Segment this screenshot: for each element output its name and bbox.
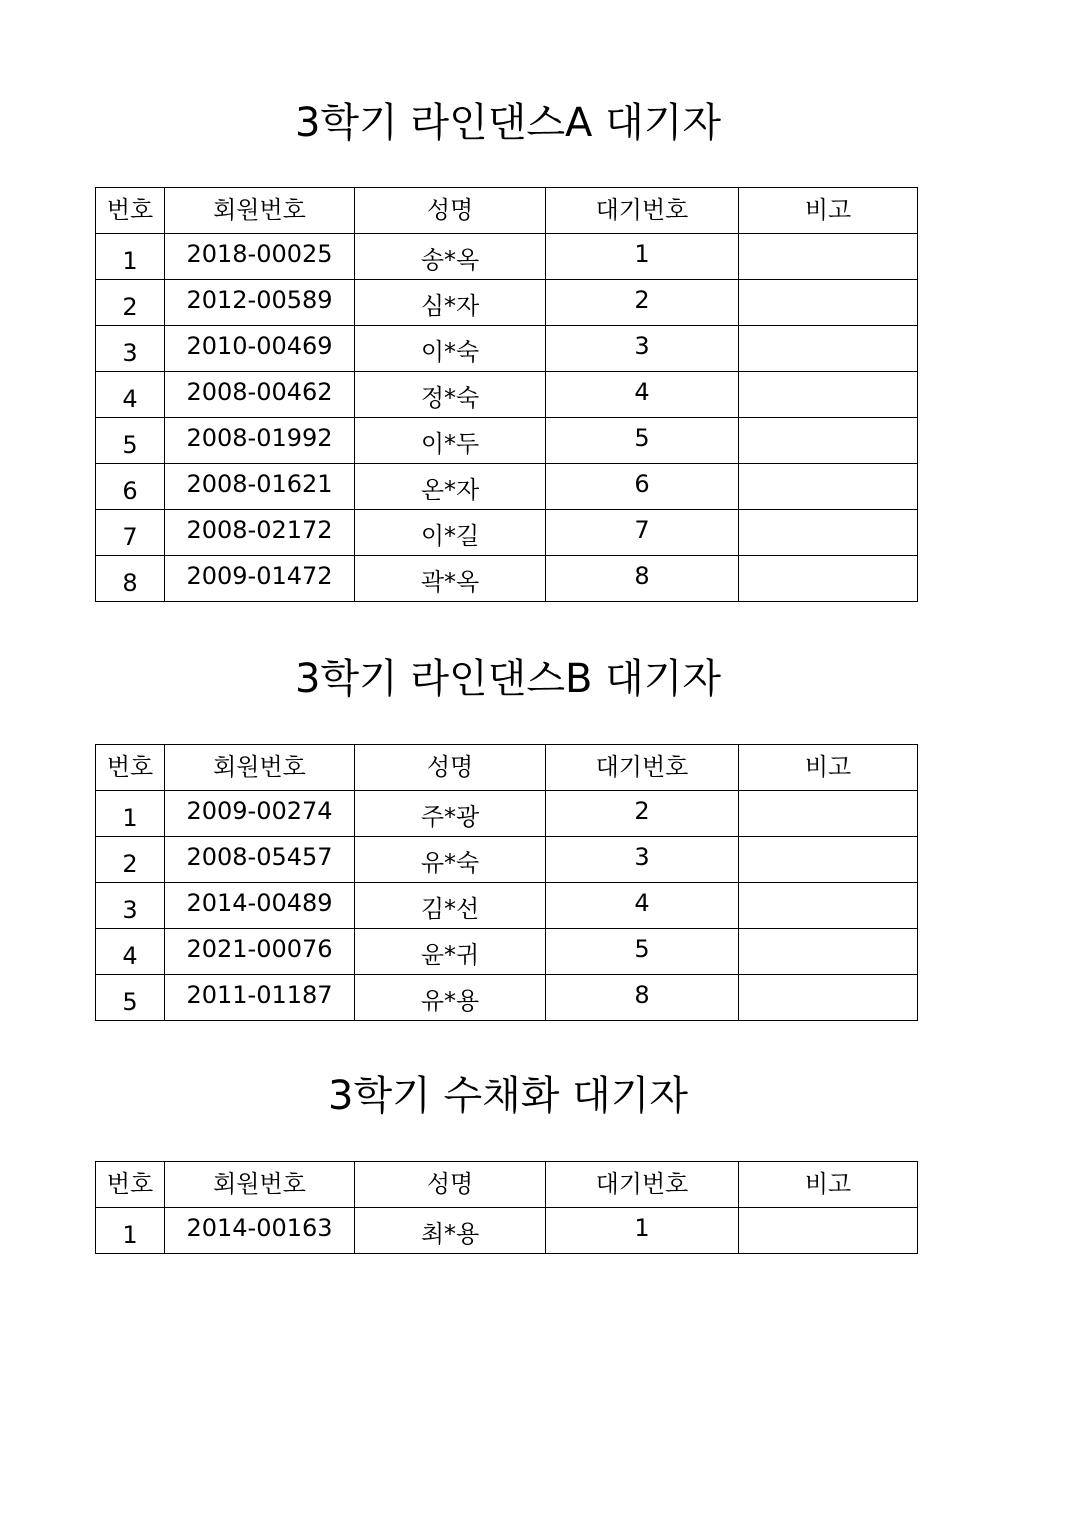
cell-no: 5 [96,975,165,1021]
table-row [96,234,918,280]
cell-no: 1 [96,1208,165,1254]
cell-no: 6 [96,464,165,510]
cell-no: 1 [96,234,165,280]
header-wait-no: 대기번호 [546,188,739,234]
table-row [96,929,918,975]
cell-name: 정*숙 [355,372,546,418]
table-row [96,418,918,464]
cell-no: 2 [96,280,165,326]
header-member-id: 회원번호 [165,188,355,234]
cell-note [739,975,918,1021]
cell-name: 곽*옥 [355,556,546,602]
header-name: 성명 [355,745,546,791]
cell-wait-no: 3 [546,326,739,372]
cell-wait-no: 7 [546,510,739,556]
cell-note [739,556,918,602]
section-title: 3학기 라인댄스B 대기자 [294,656,722,702]
cell-no: 5 [96,418,165,464]
header-no: 번호 [96,188,165,234]
waitlist-table [95,1161,918,1254]
table-row [96,372,918,418]
cell-wait-no: 8 [546,975,739,1021]
cell-note [739,510,918,556]
cell-no: 7 [96,510,165,556]
cell-member-id: 2008-05457 [165,837,355,883]
cell-member-id: 2009-00274 [165,791,355,837]
cell-note [739,791,918,837]
cell-name: 이*숙 [355,326,546,372]
cell-wait-no: 3 [546,837,739,883]
cell-name: 김*선 [355,883,546,929]
table-row [96,883,918,929]
cell-member-id: 2011-01187 [165,975,355,1021]
cell-note [739,326,918,372]
cell-note [739,883,918,929]
table-row [96,975,918,1021]
cell-member-id: 2008-01992 [165,418,355,464]
cell-name: 송*옥 [355,234,546,280]
header-note: 비고 [739,188,918,234]
table-row [96,837,918,883]
header-wait-no: 대기번호 [546,1162,739,1208]
cell-wait-no: 4 [546,372,739,418]
table-row [96,326,918,372]
cell-note [739,1208,918,1254]
cell-member-id: 2010-00469 [165,326,355,372]
table-header-row [96,188,918,234]
header-member-id: 회원번호 [165,1162,355,1208]
cell-note [739,234,918,280]
cell-name: 윤*귀 [355,929,546,975]
cell-wait-no: 2 [546,791,739,837]
cell-member-id: 2008-01621 [165,464,355,510]
cell-name: 심*자 [355,280,546,326]
waitlist-table [95,187,918,602]
header-no: 번호 [96,745,165,791]
cell-wait-no: 1 [546,234,739,280]
table-row [96,510,918,556]
cell-member-id: 2012-00589 [165,280,355,326]
section-title: 3학기 라인댄스A 대기자 [294,100,721,146]
cell-no: 2 [96,837,165,883]
cell-member-id: 2008-02172 [165,510,355,556]
table-row [96,556,918,602]
table-row [96,280,918,326]
table-row [96,1208,918,1254]
cell-name: 이*길 [355,510,546,556]
table-row [96,464,918,510]
cell-no: 3 [96,883,165,929]
cell-wait-no: 6 [546,464,739,510]
cell-note [739,837,918,883]
header-note: 비고 [739,745,918,791]
cell-member-id: 2018-00025 [165,234,355,280]
header-no: 번호 [96,1162,165,1208]
cell-note [739,372,918,418]
cell-member-id: 2008-00462 [165,372,355,418]
cell-name: 주*광 [355,791,546,837]
cell-member-id: 2014-00163 [165,1208,355,1254]
cell-name: 이*두 [355,418,546,464]
table-header-row [96,1162,918,1208]
section-title: 3학기 수채화 대기자 [328,1073,688,1119]
cell-member-id: 2009-01472 [165,556,355,602]
table-header-row [96,745,918,791]
header-wait-no: 대기번호 [546,745,739,791]
cell-note [739,929,918,975]
cell-name: 유*용 [355,975,546,1021]
cell-no: 1 [96,791,165,837]
table-row [96,791,918,837]
cell-member-id: 2014-00489 [165,883,355,929]
cell-no: 4 [96,372,165,418]
cell-name: 유*숙 [355,837,546,883]
cell-no: 8 [96,556,165,602]
header-name: 성명 [355,1162,546,1208]
cell-note [739,418,918,464]
cell-wait-no: 1 [546,1208,739,1254]
cell-member-id: 2021-00076 [165,929,355,975]
header-member-id: 회원번호 [165,745,355,791]
cell-wait-no: 5 [546,929,739,975]
cell-wait-no: 8 [546,556,739,602]
cell-wait-no: 5 [546,418,739,464]
cell-wait-no: 2 [546,280,739,326]
header-note: 비고 [739,1162,918,1208]
cell-no: 4 [96,929,165,975]
cell-note [739,464,918,510]
cell-no: 3 [96,326,165,372]
waitlist-table [95,744,918,1021]
cell-name: 온*자 [355,464,546,510]
cell-note [739,280,918,326]
cell-wait-no: 4 [546,883,739,929]
header-name: 성명 [355,188,546,234]
cell-name: 최*용 [355,1208,546,1254]
